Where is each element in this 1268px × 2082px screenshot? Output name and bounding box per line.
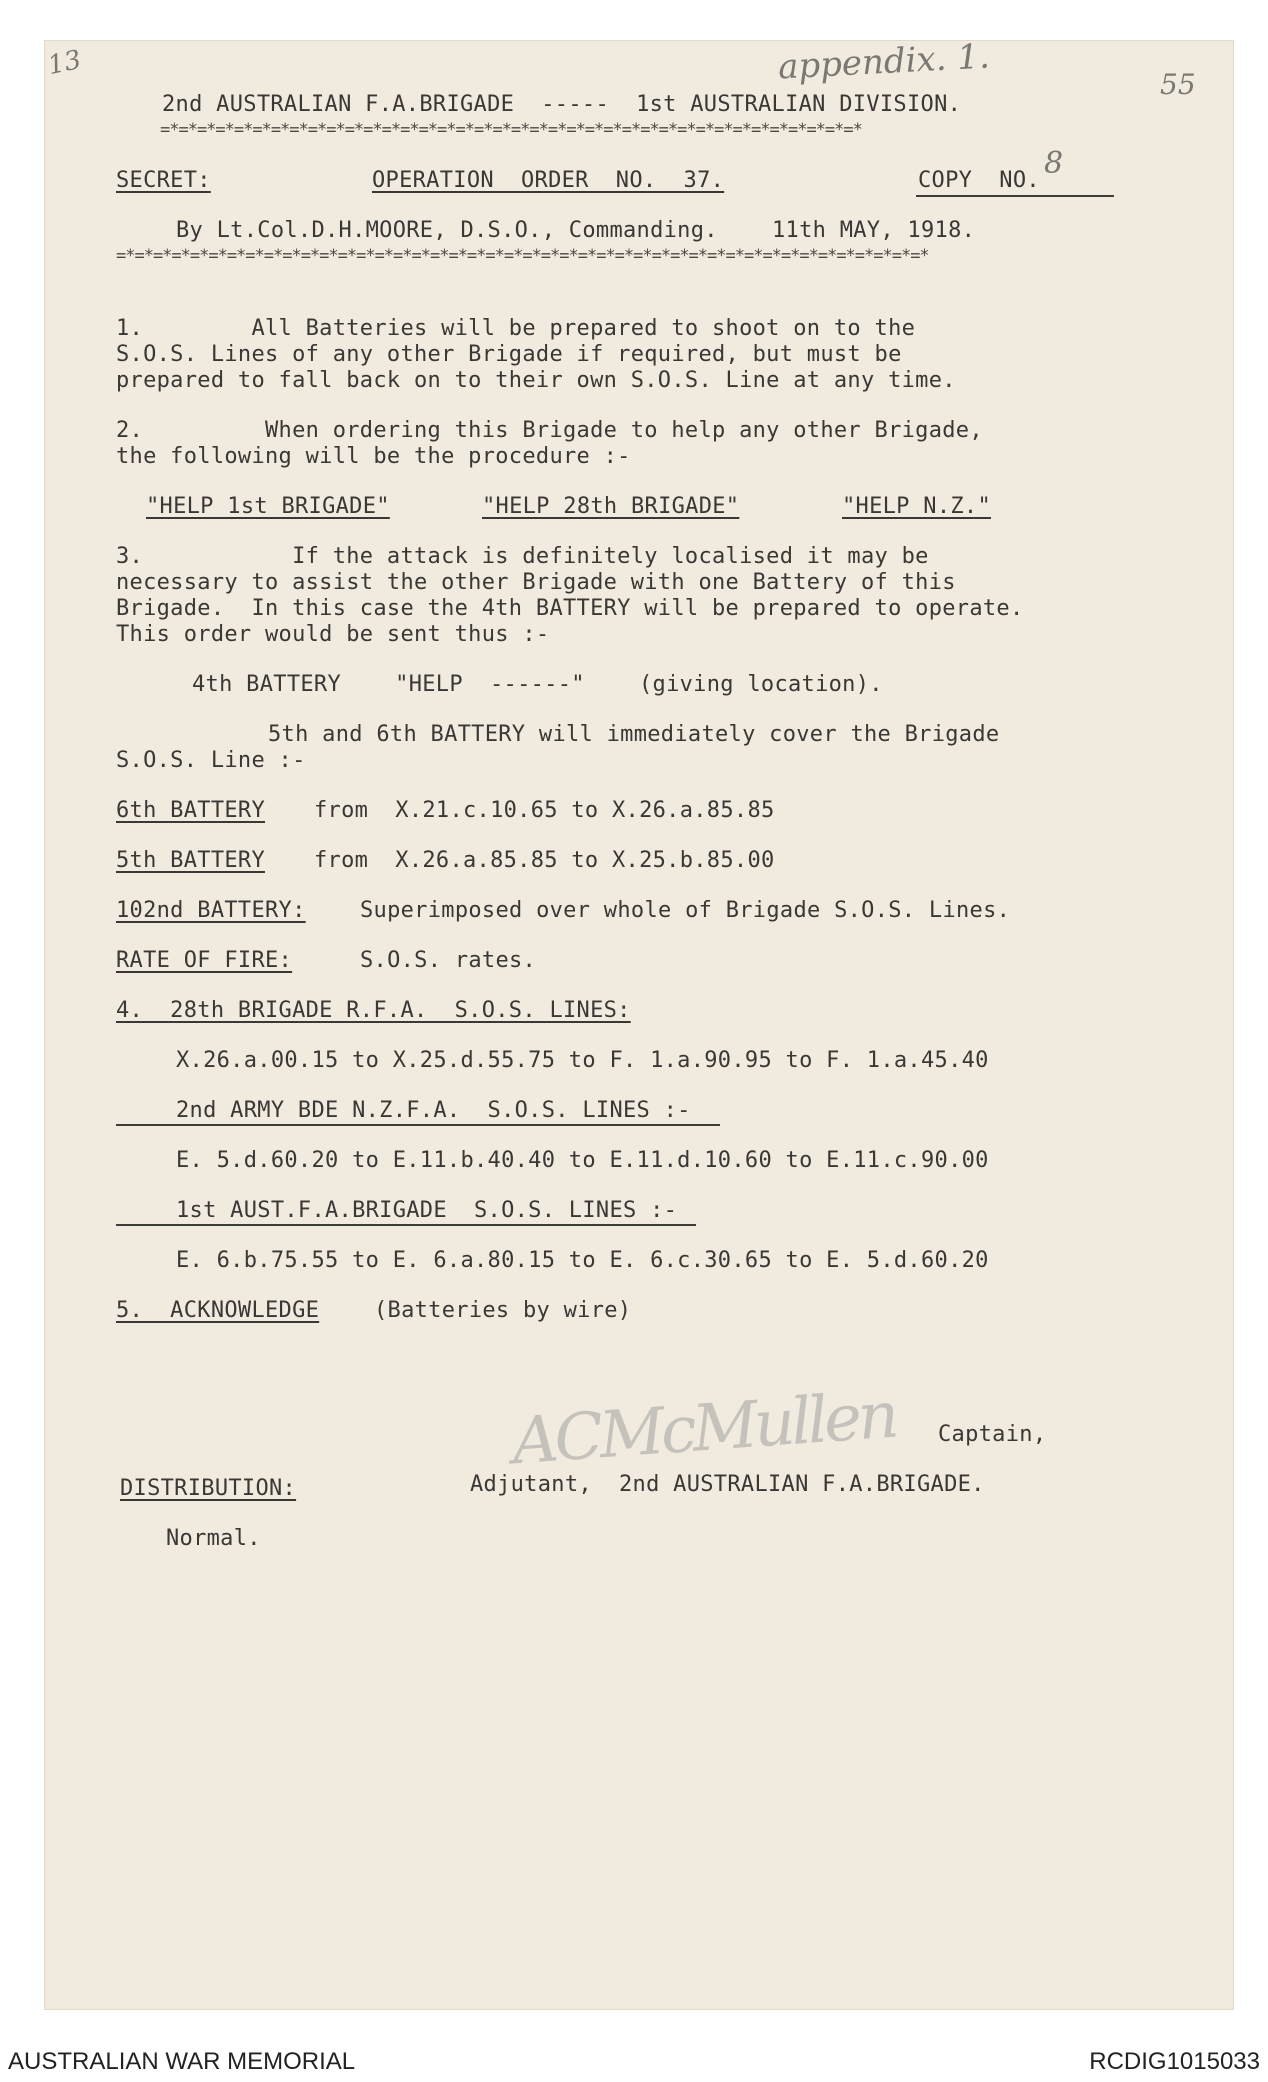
fourth-battery-order: 4th BATTERY "HELP ------" (giving location). <box>192 672 883 697</box>
para3-line1: 3. If the attack is definitely localised it may be <box>116 544 929 569</box>
brigade-heading: 2nd AUSTRALIAN F.A.BRIGADE ----- 1st AUSTRALIAN DIVISION. <box>162 92 962 117</box>
commanding-line: By Lt.Col.D.H.MOORE, D.S.O., Commanding. 11th MAY, 1918. <box>176 218 976 243</box>
sixth-battery-line: from X.21.c.10.65 to X.26.a.85.85 <box>314 798 775 823</box>
footer-institution: AUSTRALIAN WAR MEMORIAL <box>8 2048 356 2075</box>
1st-aust-brigade-heading: 1st AUST.F.A.BRIGADE S.O.S. LINES :- <box>176 1198 678 1223</box>
signatory-title: Adjutant, 2nd AUSTRALIAN F.A.BRIGADE. <box>470 1472 985 1497</box>
help-28th-brigade: "HELP 28th BRIGADE" <box>482 494 740 519</box>
nz-brigade-heading: 2nd ARMY BDE N.Z.F.A. S.O.S. LINES :- <box>176 1098 691 1123</box>
appendix-note: appendix. 1. <box>777 36 991 88</box>
1st-aust-heading-underline <box>116 1224 696 1226</box>
cover-line2: S.O.S. Line :- <box>116 748 306 773</box>
1st-aust-brigade-coords: E. 6.b.75.55 to E. 6.a.80.15 to E. 6.c.30.65 to E. 5.d.60.20 <box>176 1248 989 1273</box>
subheader-rule: =*=*=*=*=*=*=*=*=*=*=*=*=*=*=*=*=*=*=*=*=*=*=*=*=*=*=*=*=*=*=*=*=*=*=*=*=*=*=*=*=*=*=*=* <box>116 246 929 266</box>
folio-number: 13 <box>45 44 84 82</box>
distribution-value: Normal. <box>166 1526 261 1551</box>
fifth-battery-line: from X.26.a.85.85 to X.25.b.85.00 <box>314 848 775 873</box>
help-nz: "HELP N.Z." <box>842 494 991 519</box>
rate-of-fire-label: RATE OF FIRE: <box>116 948 293 973</box>
handwritten-signature: ACMcMullen <box>509 1378 898 1480</box>
signatory-rank: Captain, <box>938 1422 1047 1447</box>
102nd-battery-label: 102nd BATTERY: <box>116 898 306 923</box>
header-rule: =*=*=*=*=*=*=*=*=*=*=*=*=*=*=*=*=*=*=*=*=*=*=*=*=*=*=*=*=*=*=*=*=*=*=*=*=*=* <box>160 120 862 140</box>
para1-line3: prepared to fall back on to their own S.O.S. Line at any time. <box>116 368 956 393</box>
cover-line1: 5th and 6th BATTERY will immediately cover the Brigade <box>268 722 1000 747</box>
para2-line2: the following will be the procedure :- <box>116 444 631 469</box>
order-title: OPERATION ORDER NO. 37. <box>372 168 725 193</box>
para1-line2: S.O.S. Lines of any other Brigade if required, but must be <box>116 342 902 367</box>
secret-label: SECRET: <box>116 168 211 193</box>
page-number: 55 <box>1160 68 1196 101</box>
acknowledge-text: (Batteries by wire) <box>374 1298 632 1323</box>
para2-line1: 2. When ordering this Brigade to help any other Brigade, <box>116 418 983 443</box>
para3-line2: necessary to assist the other Brigade with one Battery of this <box>116 570 956 595</box>
copy-label: COPY NO. <box>918 168 1040 193</box>
footer-record-id: RCDIG1015033 <box>1089 2048 1260 2075</box>
nz-heading-underline <box>116 1124 720 1126</box>
sixth-battery-label: 6th BATTERY <box>116 798 265 823</box>
distribution-label: DISTRIBUTION: <box>120 1476 297 1501</box>
para4-heading: 4. 28th BRIGADE R.F.A. S.O.S. LINES: <box>116 998 631 1023</box>
para3-line3: Brigade. In this case the 4th BATTERY will be prepared to operate. <box>116 596 1024 621</box>
copy-number: 8 <box>1044 146 1064 181</box>
28th-brigade-coords: X.26.a.00.15 to X.25.d.55.75 to F. 1.a.90.95 to F. 1.a.45.40 <box>176 1048 989 1073</box>
acknowledge-label: 5. ACKNOWLEDGE <box>116 1298 320 1323</box>
para3-line4: This order would be sent thus :- <box>116 622 550 647</box>
help-1st-brigade: "HELP 1st BRIGADE" <box>146 494 390 519</box>
fifth-battery-label: 5th BATTERY <box>116 848 265 873</box>
copy-underline <box>916 195 1114 197</box>
rate-of-fire-value: S.O.S. rates. <box>360 948 537 973</box>
nz-brigade-coords: E. 5.d.60.20 to E.11.b.40.40 to E.11.d.10.60 to E.11.c.90.00 <box>176 1148 989 1173</box>
102nd-battery-line: Superimposed over whole of Brigade S.O.S. Lines. <box>360 898 1011 923</box>
para1-line1: 1. All Batteries will be prepared to shoot on to the <box>116 316 916 341</box>
